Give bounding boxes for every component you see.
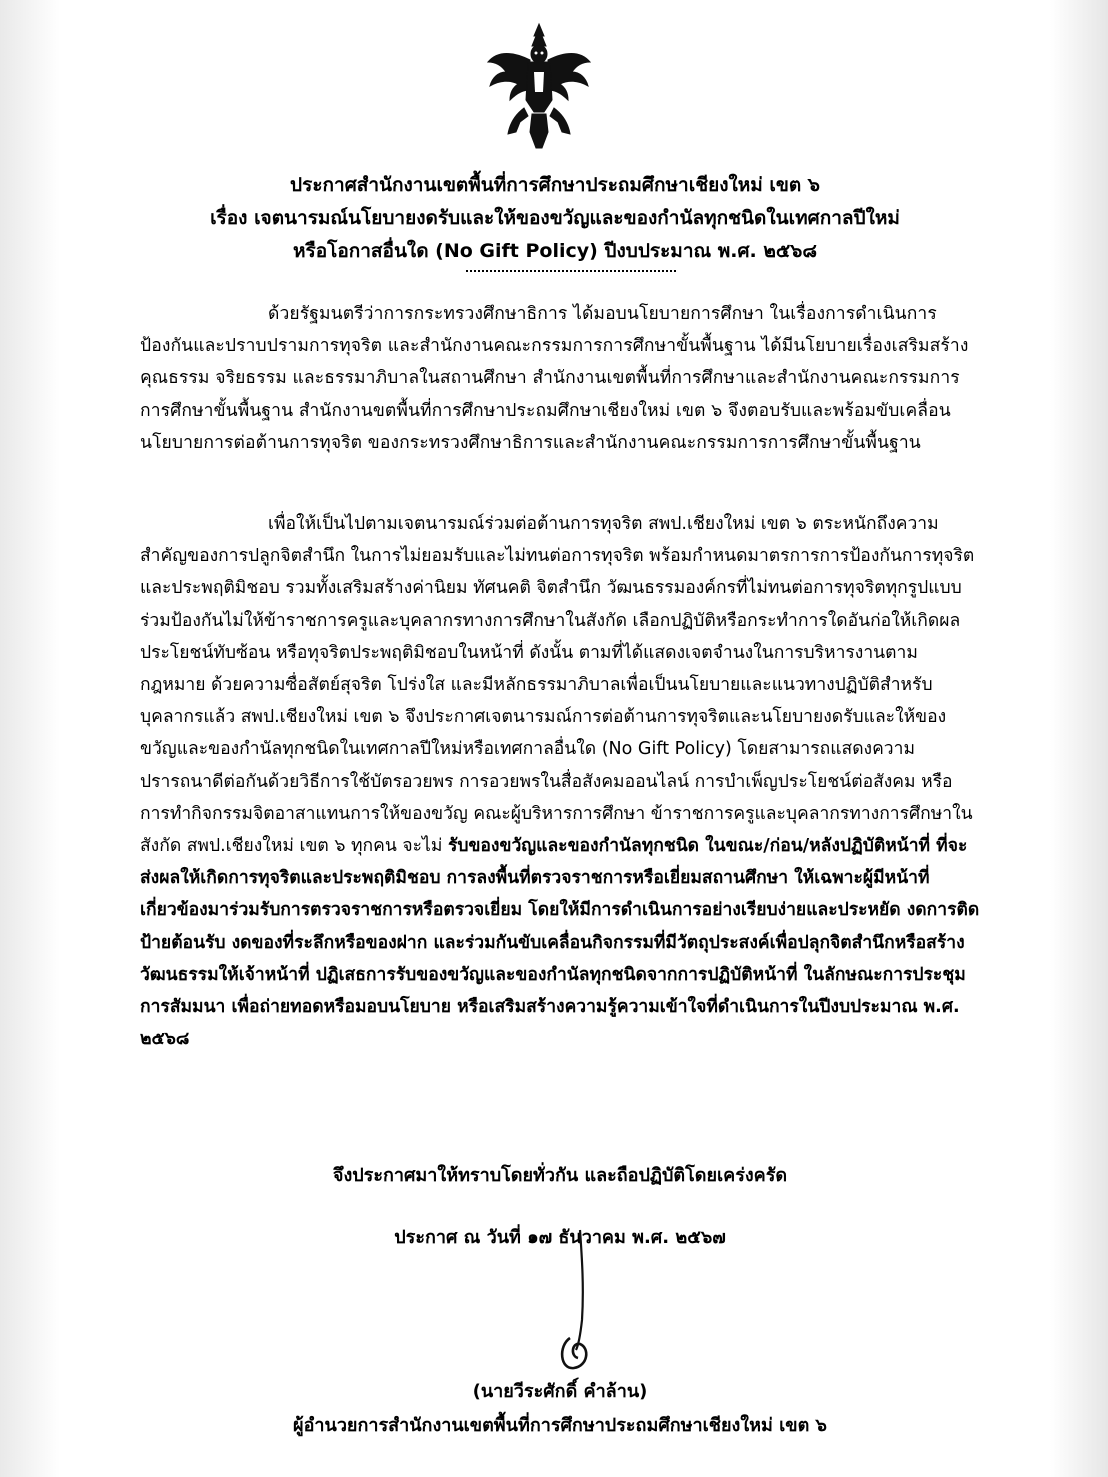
body-paragraph-1: ด้วยรัฐมนตรีว่าการกระทรวงศึกษาธิการ ได้มอบนโยบายการศึกษา ในเรื่องการดำเนินการป้องกันและปราบปรามการทุจริต และสำนักงานคณะกรรมการการศึกษาขั้นพื้นฐาน ได้มีนโยบายเรื่องเสริมสร้างคุณธรรม จริยธรรม และธรรมาภิบาลในสถานศึกษา สำนักงานเขตพื้นที่การศึกษาและสำนักงานคณะกรรมการการศึกษาขั้นพื้นฐาน สำนักงานขตพื้นที่การศึกษาประถมศึกษาเชียงใหม่ เขต ๖ จึงตอบรับและพร้อมขับเคลื่อนนโยบายการต่อต้านการทุจริต ของกระทรวงศึกษาธิการและสำนักงานคณะกรรมการการศึกษาขั้นพื้นฐาน (140, 304, 969, 453)
announcement-closing: จึงประกาศมาให้ทราบโดยทั่วกัน และถือปฏิบัติโดยเคร่งครัด (332, 1165, 788, 1186)
announcement-date: ประกาศ ณ วันที่ ๑๗ ธันวาคม พ.ศ. ๒๕๖๗ (394, 1227, 726, 1248)
announcement-subject: เรื่อง เจตนารมณ์นโยบายงดรับและให้ของขวัญและของกำนัลทุกชนิดในเทศกาลปีใหม่ (210, 207, 900, 229)
body-paragraph-2-part-2: รับของขวัญและของกำนัลทุกชนิด ในขณะ/ก่อน/หลังปฏิบัติหน้าที่ ที่จะส่งผลให้เกิดการทุจริตและประพฤติมิชอบ การลงพื้นที่ตรวจราชการหรือเยี่ยมสถานศึกษา ให้เฉพาะผู้มีหน้าที่เกี่ยวข้องมาร่วมรับการตรวจราชการหรือตรวจเยี่ยม โดยให้มีการดำเนินการอย่างเรียบง่ายและประหยัด งดการติดป้ายต้อนรับ งดของที่ระลึกหรือของฝาก และร่วมกันขับเคลื่อนกิจกรรมที่มีวัตถุประสงค์เพื่อปลุกจิตสำนึกหรือสร้างวัฒนธรรมให้เจ้าหน้าที่ ปฏิเสธการรับของขวัญและของกำนัลทุกชนิดจากการปฏิบัติหน้าที่ ในลักษณะการประชุม การสัมมนา เพื่อถ่ายทอดหรือมอบนโยบาย หรือเสริมสร้างความรู้ความเข้าใจที่ดำเนินการในปีงบประมาณ พ.ศ. ๒๕๖๘ (140, 836, 980, 1050)
handwritten-signature (540, 1228, 620, 1388)
garuda-emblem-icon (484, 22, 594, 152)
signatory-position: ผู้อำนวยการสำนักงานเขตพื้นที่การศึกษาประถมศึกษาเชียงใหม่ เขต ๖ (293, 1415, 827, 1436)
body-paragraph-2 (140, 508, 980, 1055)
announcement-title: ประกาศสำนักงานเขตพื้นที่การศึกษาประถมศึกษาเชียงใหม่ เขต ๖ (290, 174, 820, 196)
announcement-subject-continued: หรือโอกาสอื่นใด (No Gift Policy) ปีงบประมาณ พ.ศ. ๒๕๖๘ (293, 240, 817, 262)
signatory-name: (นายวีระศักดิ์ คำล้าน) (472, 1381, 648, 1402)
dotted-divider (466, 270, 676, 272)
body-paragraph-2-part-1: เพื่อให้เป็นไปตามเจตนารมณ์ร่วมต่อต้านการทุจริต สพป.เชียงใหม่ เขต ๖ ตระหนักถึงความสำคัญของการปลูกจิตสำนึก ในการไม่ยอมรับและไม่ทนต่อการทุจริต พร้อมกำหนดมาตรการการป้องกันการทุจริตและประพฤติมิชอบ รวมทั้งเสริมสร้างค่านิยม ทัศนคติ จิตสำนึก วัฒนธรรมองค์กรที่ไม่ทนต่อการทุจริตทุกรูปแบบ ร่วมป้องกันไม่ให้ข้าราชการครูและบุคลากรทางการศึกษาในสังกัด เลือกปฏิบัติหรือกระทำการใดอันก่อให้เกิดผลประโยชน์ทับซ้อน หรือทุจริตประพฤติมิชอบในหน้าที่ ดังนั้น ตามที่ได้แสดงเจตจำนงในการบริหารงานตามกฎหมาย ด้วยความซื่อสัตย์สุจริต โปร่งใส และมีหลักธรรมาภิบาลเพื่อเป็นนโยบายและแนวทางปฏิบัติสำหรับบุคลากรแล้ว สพป.เชียงใหม่ เขต ๖ จึงประกาศเจตนารมณ์การต่อต้านการทุจริตและนโยบายงดรับและให้ของขวัญและของกำนัลทุกชนิดในเทศกาลปีใหม่หรือเทศกาลอื่นใด (No Gift Policy) โดยสามารถแสดงความปรารถนาดีต่อกันด้วยวิธีการใช้บัตรอวยพร การอวยพรในสื่อสังคมออนไลน์ การบำเพ็ญประโยชน์ต่อสังคม หรือการทำกิจกรรมจิตอาสาแทนการให้ของขวัญ คณะผู้บริหารการศึกษา ข้าราชการครูและบุคลากรทางการศึกษาในสังกัด สพป.เชียงใหม่ เขต ๖ ทุกคน จะไม่ (140, 514, 975, 857)
